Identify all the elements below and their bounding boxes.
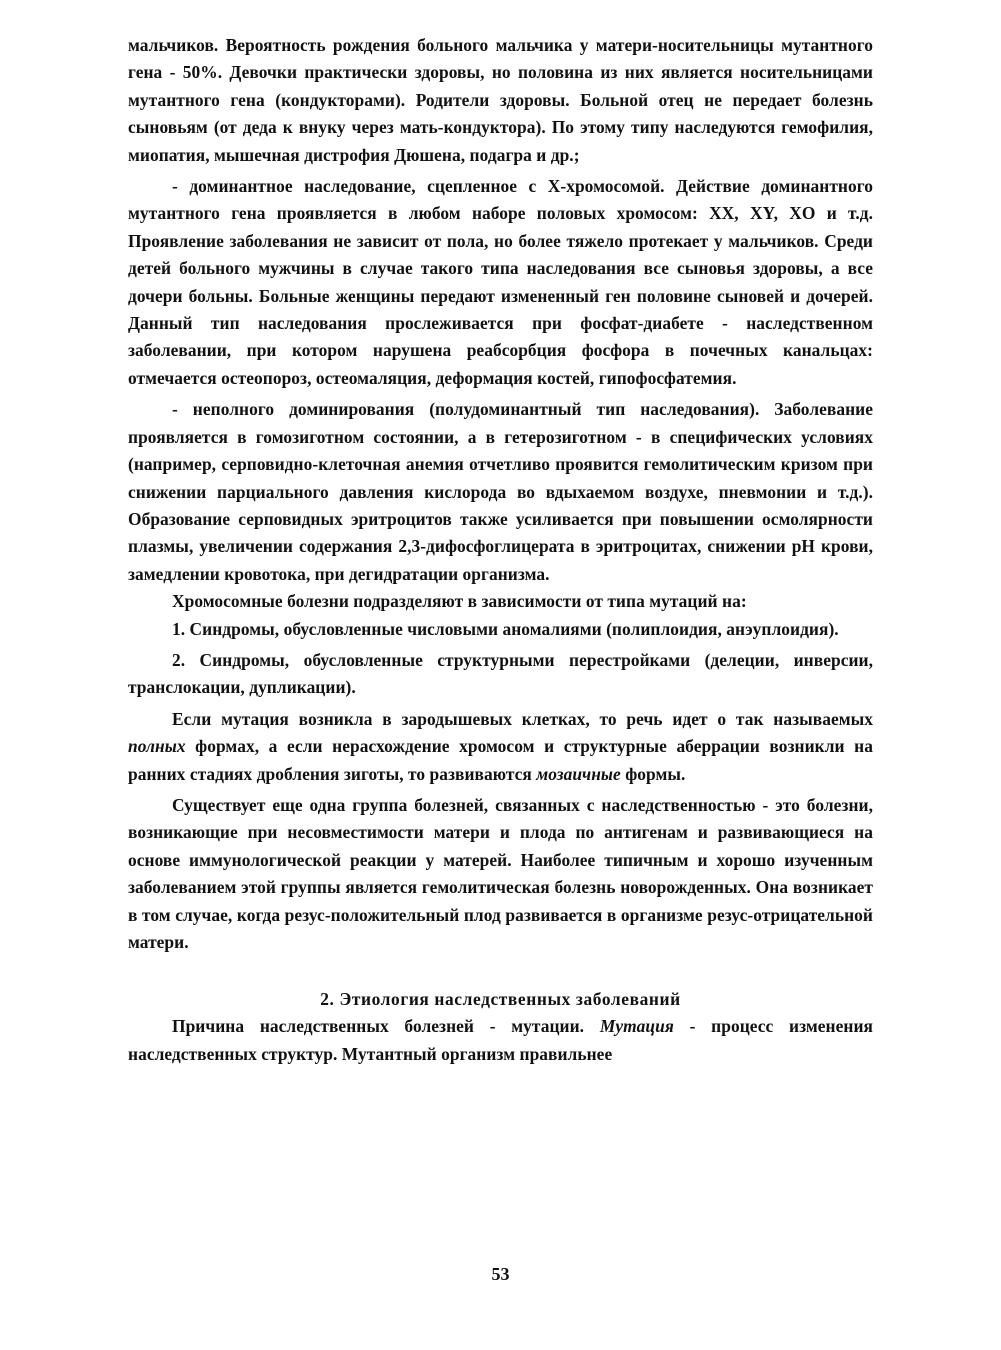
term-full: полных [128, 736, 186, 757]
paragraph-x-recessive-continuation: мальчиков. Вероятность рождения больного мальчика у матери-носительницы мутантного гена - 50%. Девочки практически здоровы, но половина из них является носительницами мутантного гена (кондукторами). Родители здоровы. Больной отец не передает болезнь сыновьям (от деда к внуку через мать-кондуктора). По этому типу наследуются гемофилия, миопатия, мышечная дистрофия Дюшена, подагра и др.; [128, 35, 873, 165]
section-heading: 2. Этиология наследственных заболеваний [320, 989, 681, 1010]
page-number: 53 [491, 1264, 510, 1284]
paragraph-mutation-cause [128, 1013, 873, 1068]
paragraph-x-dominant: - доминантное наследование, сцепленное с Х-хромосомой. Действие доминантного мутантного гена проявляется в любом наборе половых хромосом: XX, XY, XO и т.д. Проявление заболевания не зависит от пола, но более тяжело протекает у мальчиков. Среди детей больного мужчины в случае такого типа наследования все сыновья здоровы, а все дочери больны. Больные женщины передают измененный ген половине сыновей и дочерей. Данный тип наследования прослеживается при фосфат-диабете - наследственном заболевании, при котором нарушена реабсорбция фосфора в почечных канальцах: отмечается остеопороз, остеомаляция, деформация костей, гипофосфатемия. [128, 176, 873, 388]
paragraph-text: - процесс изменения наследственных структур. Мутантный организм правильнее [128, 1016, 873, 1064]
body-text [128, 32, 873, 956]
body-text-section [128, 1013, 873, 1068]
paragraph-text: формы. [620, 763, 686, 784]
term-mutation: Мутация [599, 1016, 674, 1037]
paragraph-text: Причина наследственных болезней - мутации. [172, 1016, 600, 1037]
term-mosaic: мозаичные [536, 763, 621, 784]
paragraph-chromosomal-diseases: Хромосомные болезни подразделяют в зависимости от типа мутаций на: [172, 591, 747, 612]
paragraph-incompatibility-diseases: Существует еще одна группа болезней, связанных с наследственностью - это болезни, возникающие при несовместимости матери и плода по антигенам и развивающиеся на основе иммунологической реакции у матерей. Наиболее типичным и хорошо изученным заболеванием этой группы является гемолитическая болезнь новорожденных. Она возникает в том случае, когда резус-положительный плод развивается в организме резус-отрицательной матери. [128, 794, 873, 952]
paragraph-text: Если мутация возникла в зародышевых клетках, то речь идет о так называемых [172, 708, 873, 729]
paragraph-numeric-syndromes: 1. Синдромы, обусловленные числовыми аномалиями (полиплоидия, анэуплоидия). [172, 618, 839, 639]
paragraph-full-mosaic-forms [128, 706, 873, 788]
page-content [128, 32, 873, 1068]
paragraph-incomplete-dominance: - неполного доминирования (полудоминантный тип наследования). Заболевание проявляется в гомозиготном состоянии, а в гетерозиготном - в специфических условиях (например, серповидно-клеточная анемия отчетливо проявится гемолитическим кризом при снижении парциального давления кислорода во вдыхаемом воздухе, пневмонии и т.д.). Образование серповидных эритроцитов также усиливается при повышении осмолярности плазмы, увеличении содержания 2,3-дифосфоглицерата в эритроцитах, снижении pH крови, замедлении кровотока, при дегидратации организма. [128, 399, 873, 584]
paragraph-text: формах, а если нерасхождение хромосом и структурные аберрации возникли на ранних стадиях дробления зиготы, то развиваются [128, 736, 873, 784]
paragraph-structural-syndromes: 2. Синдромы, обусловленные структурными перестройками (делеции, инверсии, транслокации, дупликации). [128, 649, 873, 698]
